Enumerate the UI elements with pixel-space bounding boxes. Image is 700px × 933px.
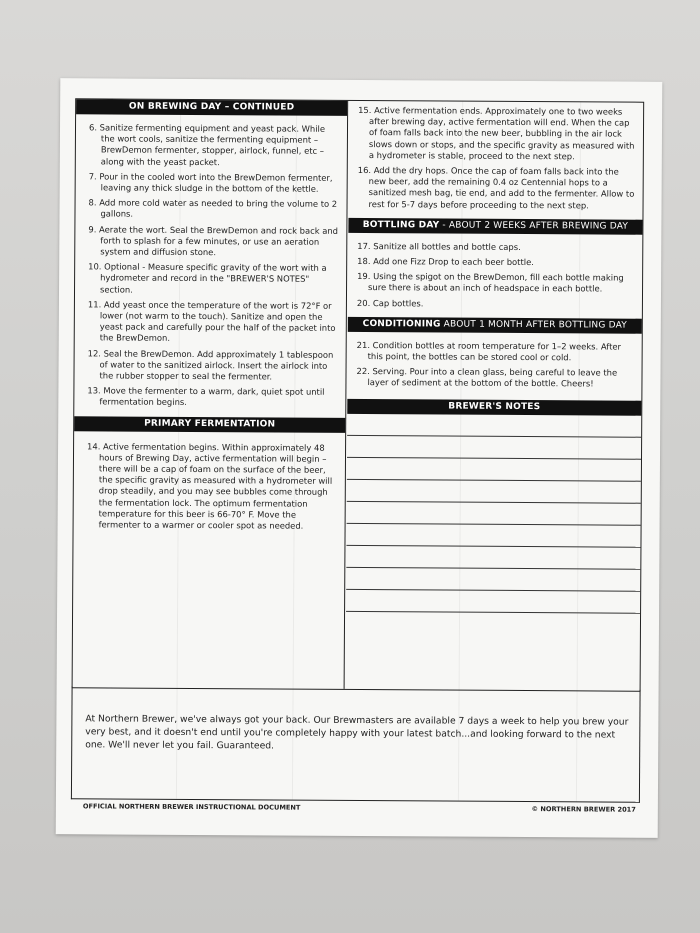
bottling-day-header (348, 218, 642, 235)
step-21: 21. Condition bottles at room temperature for 1–2 weeks. After this point, the bottles can be stored cool or cold. (356, 339, 622, 363)
instruction-sheet (56, 78, 663, 838)
conditioning-header (348, 317, 642, 334)
step-22: 22. Serving. Pour into a clean glass, being careful to leave the layer of sediment at the bottom of the bottle. Cheers! (356, 366, 618, 389)
footer-message: At Northern Brewer, we've always got your back. Our Brewmasters are available 7 days a week to help you brew your very best, and it doesn't end until you're completely happy with your latest batch...and looking forward to the next one. We'll never let you fail. Guaranteed. (85, 713, 629, 752)
official-document-label: OFFICIAL NORTHERN BREWER INSTRUCTIONAL DOCUMENT (82, 802, 301, 812)
step-17: 17. Sanitize all bottles and bottle caps. (357, 240, 521, 252)
primary-fermentation-header: PRIMARY FERMENTATION (74, 416, 345, 433)
copyright-label: © NORTHERN BREWER 2017 (531, 805, 636, 814)
bottling-day-subtitle: - ABOUT 2 WEEKS AFTER BREWING DAY (439, 220, 629, 232)
step-7: 7. Pour in the cooled wort into the BrewDemon fermenter, leaving any thick sludge in the bottom of the kettle. (88, 171, 333, 194)
step-14: 14. Active fermentation begins. Within approximately 48 hours of Brewing Day, active fermentation will begin – there will be a cap of foam on the surface of the beer, the specific gravity as measured with a hydrometer will drop steadily, and you may see bubbles come through the fermentation lock. The optimum fermentation temperature for this beer is 66-70° F. Move the fermenter to a warmer or cooler spot as needed. (87, 441, 333, 531)
bottling-day-title: BOTTLING DAY (362, 219, 440, 231)
content-frame (72, 98, 645, 691)
notes-line (347, 436, 641, 460)
footer-message-box (71, 686, 641, 802)
step-18: 18. Add one Fizz Drop to each beer bottle. (357, 256, 534, 268)
brewing-steps-list (74, 122, 347, 409)
conditioning-subtitle: ABOUT 1 MONTH AFTER BOTTLING DAY (440, 319, 627, 331)
step-15: 15. Active fermentation ends. Approximately one to two weeks after brewing day, active fermentation will end. When the cap of foam falls back into the new beer, bubbling in the air lock slows down or stops, and the specific gravity as measured with a hydrometer is stable, proceed to the next step. (358, 104, 635, 162)
notes-line (346, 568, 640, 592)
brewers-notes-header: BREWER'S NOTES (347, 399, 641, 416)
notes-line (347, 502, 641, 526)
step-16: 16. Add the dry hops. Once the cap of foam falls back into the new beer, add the remaining 0.4 oz Centennial hops to a sanitized mesh bag, tie end, and add to the fermenter. Allow to rest for 5-7 days before proceeding to the next step. (357, 165, 635, 211)
step-6: 6. Sanitize fermenting equipment and yeast pack. While the wort cools, sanitize the fermenting equipment – BrewDemon fermenter, stopper, airlock, funnel, etc – along with the yeast packet. (88, 122, 326, 167)
left-column (73, 99, 349, 689)
step-10: 10. Optional - Measure specific gravity of the wort with a hydrometer and record in the "BREWER'S NOTES" section. (88, 261, 327, 295)
brewers-notes-lines (346, 414, 641, 614)
step-12: 12. Seal the BrewDemon. Add approximately 1 tablespoon of water to the sanitized airlock. Insert the airlock into the rubber stopper to seal the fermenter. (87, 347, 334, 382)
notes-line (346, 546, 640, 570)
brewing-day-header: ON BREWING DAY – CONTINUED (76, 99, 347, 116)
notes-line (347, 414, 641, 438)
notes-line (347, 458, 641, 482)
step-20: 20. Cap bottles. (356, 297, 424, 309)
notes-line (346, 590, 640, 614)
step-8: 8. Add more cold water as needed to bring the volume to 2 gallons. (88, 197, 338, 220)
notes-line (347, 480, 641, 504)
step-11: 11. Add yeast once the temperature of the wort is 72°F or lower (not warm to the touch). Sanitize and open the yeast pack and carefully pour the half of the packet into the BrewDemon. (87, 299, 336, 344)
conditioning-title: CONDITIONING (362, 318, 441, 330)
step-19: 19. Using the spigot on the BrewDemon, fill each bottle making sure there is about an inch of headspace in each bottle. (357, 271, 624, 294)
right-column (346, 101, 644, 691)
step-13: 13. Move the fermenter to a warm, dark, quiet spot until fermentation begins. (87, 385, 325, 408)
notes-line (346, 524, 640, 548)
step-9: 9. Aerate the wort. Seal the BrewDemon and rock back and forth to splash for a few minutes, or use an aeration system and diffusion stone. (88, 223, 339, 258)
